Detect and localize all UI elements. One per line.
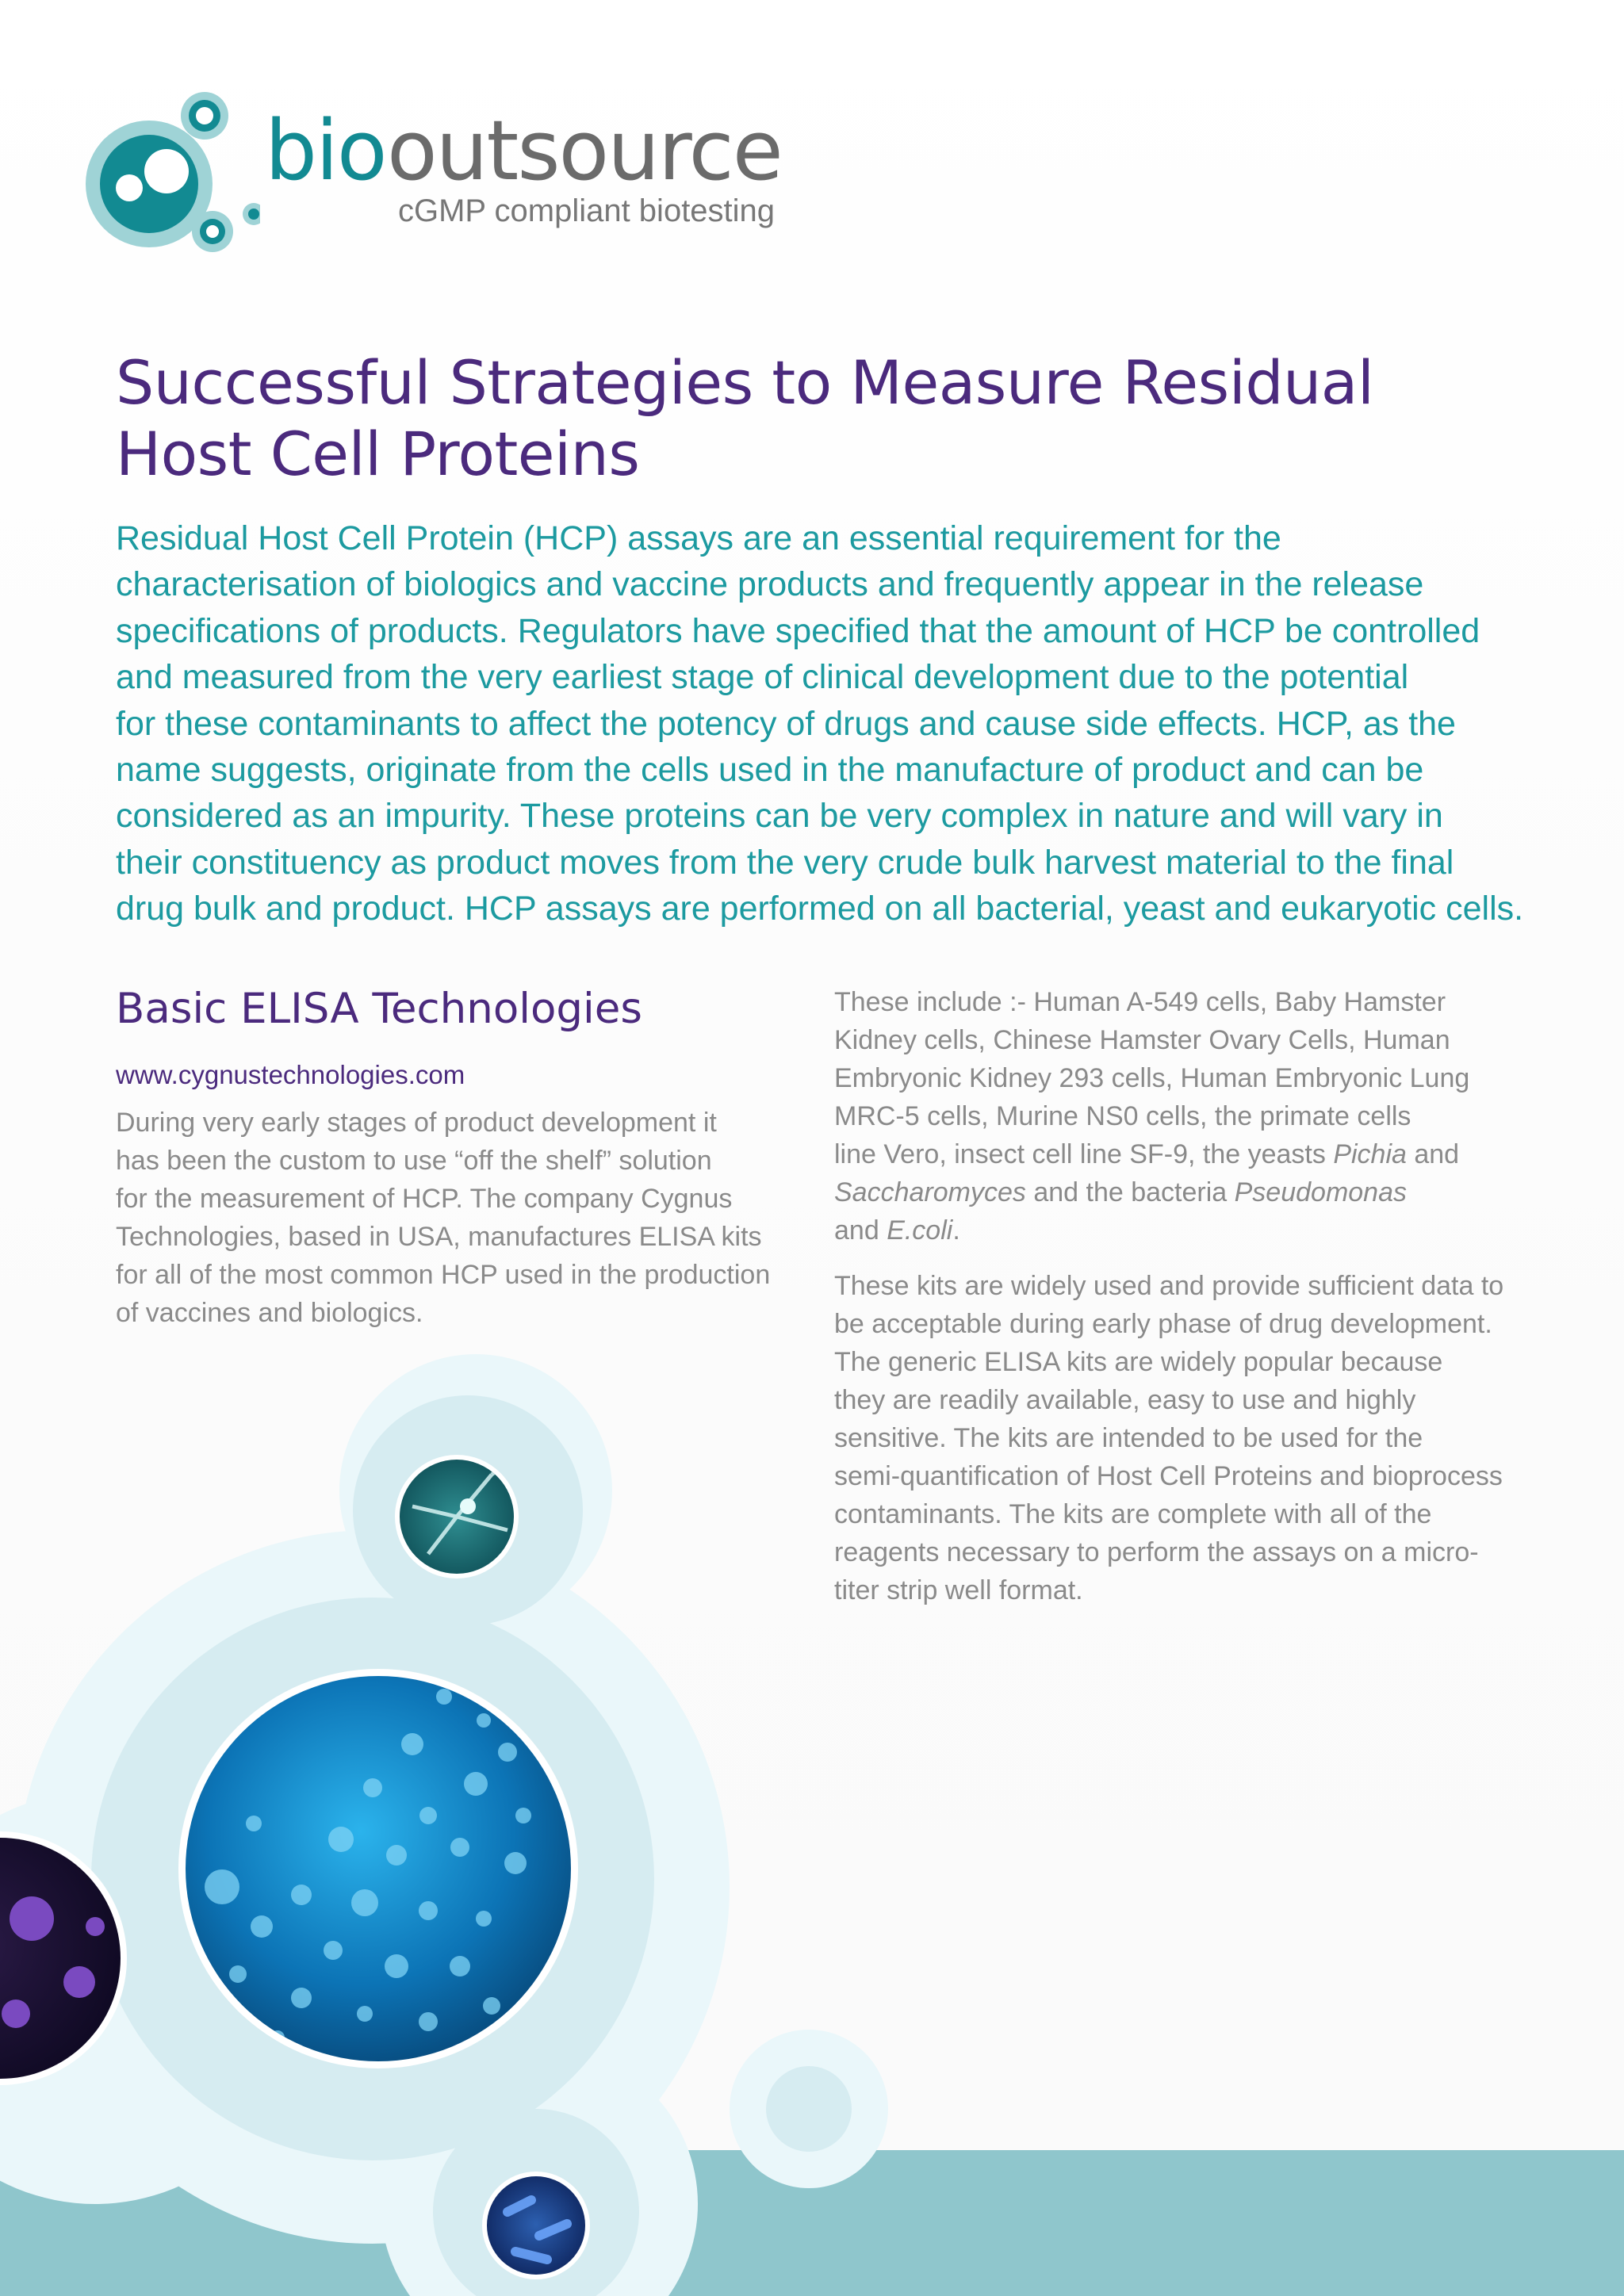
species-ecoli: E.coli (887, 1215, 953, 1246)
text-run: and (834, 1215, 887, 1246)
paragraph-line: Embryonic Kidney 293 cells, Human Embryonic Lung (834, 1063, 1470, 1093)
cygnus-link[interactable]: www.cygnustechnologies.com (116, 1060, 465, 1089)
intro-line: drug bulk and product. HCP assays are performed on all bacterial, yeast and eukaryotic cells. (116, 890, 1524, 928)
logo-tagline: cGMP compliant biotesting (398, 193, 776, 228)
intro-line: specifications of products. Regulators have specified that the amount of HCP be controlled (116, 611, 1480, 650)
left-column-paragraph (116, 1104, 814, 1332)
intro-line: their constituency as product moves from the very crude bulk harvest material to the final (116, 843, 1454, 882)
text-run: and (1406, 1139, 1460, 1169)
paragraph-line: MRC-5 cells, Murine NS0 cells, the primate cells (834, 1101, 1411, 1131)
paragraph-line: be acceptable during early phase of drug development. (834, 1309, 1492, 1339)
intro-line: Residual Host Cell Protein (HCP) assays are an essential requirement for the (116, 519, 1281, 557)
intro-line: and measured from the very earliest stage of clinical development due to the potential (116, 658, 1409, 697)
section-heading: Basic ELISA Technologies (116, 985, 643, 1033)
paragraph-line: sensitive. The kits are intended to be used for the (834, 1423, 1423, 1453)
paragraph-line: they are readily available, easy to use and highly (834, 1385, 1416, 1415)
paragraph-line: for all of the most common HCP used in the production (116, 1260, 771, 1290)
decorative-bubbles (0, 1332, 1624, 2296)
paragraph-line: The generic ELISA kits are widely popular because (834, 1347, 1443, 1377)
title-line: Host Cell Proteins (116, 419, 640, 489)
paragraph-line: Technologies, based in USA, manufactures ELISA kits (116, 1222, 762, 1252)
text-run: and the bacteria (1025, 1177, 1235, 1207)
paragraph-line: titer strip well format. (834, 1575, 1083, 1605)
logo-text-bio: bio (265, 102, 386, 199)
paragraph-line: These include :- Human A-549 cells, Baby Hamster (834, 987, 1446, 1017)
intro-line: name suggests, originate from the cells used in the manufacture of product and can be (116, 751, 1424, 790)
species-pseudomonas: Pseudomonas (1234, 1177, 1407, 1207)
paragraph-line (834, 1135, 1532, 1173)
paragraph-line (834, 1173, 1532, 1211)
paragraph-line (834, 1211, 1532, 1249)
intro-line: for these contaminants to affect the potency of drugs and cause side effects. HCP, as the (116, 704, 1456, 743)
paragraph-line: of vaccines and biologics. (116, 1298, 423, 1328)
paragraph-line: for the measurement of HCP. The company Cygnus (116, 1184, 733, 1214)
paragraph-line: semi-quantification of Host Cell Proteins and bioprocess (834, 1461, 1503, 1491)
paragraph-line: contaminants. The kits are complete with all of the (834, 1499, 1432, 1529)
logo-bubbles-icon (86, 89, 260, 263)
paragraph-line: During very early stages of product development it (116, 1108, 717, 1138)
intro-line: characterisation of biologics and vaccine products and frequently appear in the release (116, 565, 1424, 604)
right-column-paragraph-cell-lines (834, 983, 1532, 1249)
paragraph-line: These kits are widely used and provide sufficient data to (834, 1271, 1504, 1301)
text-run: . (952, 1215, 960, 1246)
brand-logo[interactable] (86, 89, 783, 263)
text-run: line Vero, insect cell line SF-9, the yeasts (834, 1139, 1334, 1169)
paragraph-line: has been the custom to use “off the shelf” solution (116, 1146, 712, 1176)
paragraph-line: reagents necessary to perform the assays on a micro- (834, 1537, 1479, 1567)
paragraph-line: Kidney cells, Chinese Hamster Ovary Cells, Human (834, 1025, 1450, 1055)
logo-text-outsource: outsource (387, 102, 782, 199)
species-pichia: Pichia (1333, 1139, 1407, 1169)
intro-paragraph (116, 515, 1527, 932)
page-title (116, 347, 1543, 490)
species-saccharomyces: Saccharomyces (834, 1177, 1026, 1207)
intro-line: considered as an impurity. These proteins can be very complex in nature and will vary in (116, 797, 1443, 836)
title-line: Successful Strategies to Measure Residual (116, 347, 1374, 418)
